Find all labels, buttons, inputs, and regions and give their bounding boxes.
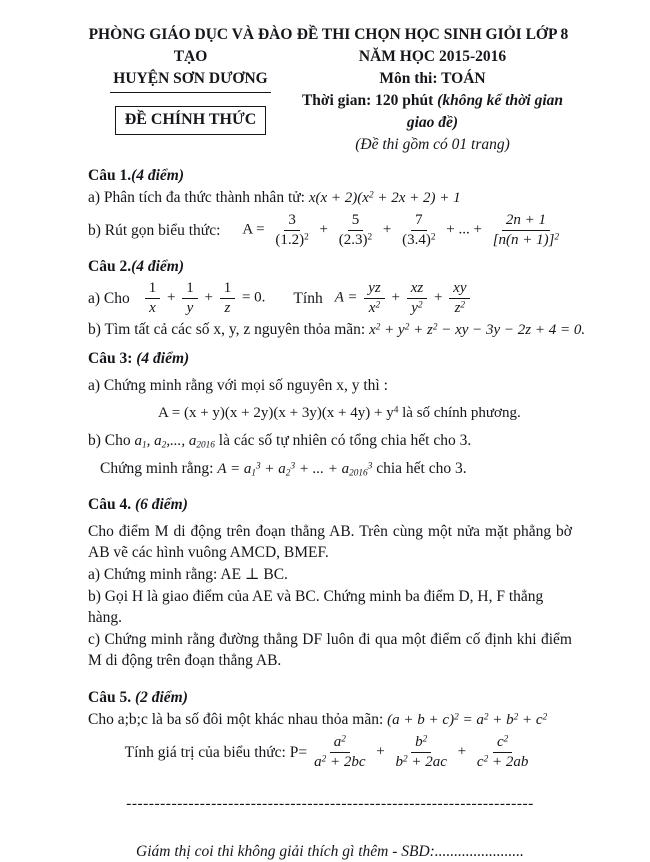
cau5-line1-pre: Cho a;b;c là ba số đôi một khác nhau thỏa mãn: (88, 711, 388, 728)
cau1-a-label: a) Phân tích đa thức thành nhân tử: (88, 189, 309, 206)
exam-title: ĐỀ THI CHỌN HỌC SINH GIỎI LỚP 8 (296, 26, 569, 43)
cau1-heading (88, 165, 572, 186)
cau3-a-label: a) Chứng minh rằng với mọi số nguyên x, y thì : (88, 377, 388, 394)
question-points: (4 điểm) (136, 350, 190, 367)
cau4-part-a: a) Chứng minh rằng: AE ⊥ BC. (88, 566, 288, 583)
cau3-b-post: là các số tự nhiên có tổng chia hết cho 3. (214, 432, 472, 449)
cau3-b-conclusion (88, 458, 572, 480)
section-cau-2 (88, 256, 586, 341)
pages-note: (Đề thi gồm có 01 trang) (355, 136, 510, 153)
cau2-part-a (88, 279, 572, 317)
cau3-b-sequence: $a_1$, $a_2$,..., $a_{2016}$ (134, 433, 215, 451)
cau5-task-expression: $\frac{a^2}{a^2 + 2bc}$ + $\frac{b^2}{b^2 + 2ac}$ + $\frac{c^2}{c^2 + 2ab}$ (314, 733, 529, 770)
cau3-a-expression: $A = (x + y)(x + 2y)(x + 3y)(x + 4y) + y^4$ là số chính phương. (158, 405, 521, 421)
question-number: Câu 1. (88, 167, 132, 184)
question-points: (2 điểm) (134, 689, 188, 706)
cau3-b2-pre: Chứng minh rằng: (100, 460, 218, 477)
cau5-heading (88, 687, 572, 708)
cau5-condition (88, 709, 572, 731)
subject-line: Môn thi: TOÁN (379, 70, 486, 87)
question-points: (4 điểm) (131, 258, 185, 275)
cau1-b-label: b) Rút gọn biểu thức: (88, 221, 221, 239)
department-line2-wrap (88, 68, 293, 93)
department-line1: PHÒNG GIÁO DỤC VÀ ĐÀO TẠO (88, 26, 293, 65)
cau2-b-label: b) Tìm tất cả các số x, y, z nguyên thỏa mãn: (88, 321, 370, 338)
question-number: Câu 3: (88, 350, 137, 367)
cau2-a-condition: $\frac{1}{x}$ + $\frac{1}{y}$ + $\frac{1}{z}$ = 0. (142, 280, 266, 317)
duration-line (293, 90, 572, 134)
cau1-a-expression: $x(x + 2)(x^2 + 2x + 2) + 1$ (308, 190, 461, 206)
question-points: (6 điểm) (134, 496, 188, 513)
cau2-part-b (88, 319, 586, 341)
cau3-heading (88, 348, 572, 369)
document-header (88, 24, 572, 156)
duration-note: (không kể thời gian giao đề) (406, 92, 564, 131)
section-cau-1 (88, 165, 572, 249)
stamp-wrap (88, 106, 293, 135)
cau4-part-b: b) Gọi H là giao điểm của AE và BC. Chứng minh ba điểm D, H, F thẳng hàng. (88, 588, 544, 626)
section-cau-5 (88, 687, 572, 771)
cau2-b-expression: $x^2 + y^2 + z^2$ − xy − 3y − 2z + 4 = 0. (369, 322, 586, 338)
cau2-a-label: a) Cho (88, 289, 130, 307)
cau3-b2-expression: $A = a_1^3 + a_2^3$ + ... + $a_{2016}^3$ (217, 461, 373, 479)
cau4-statement: Cho điểm M di động trên đoạn thẳng AB. Trên cùng một nửa mặt phẳng bờ AB vẽ các hình vuông AMCD, BMEF. (88, 523, 572, 561)
cau1-part-b (88, 211, 572, 249)
cau2-heading (88, 256, 572, 277)
issuing-department-block (88, 24, 293, 156)
exam-title-block (293, 24, 572, 156)
proctor-note: Giám thị coi thi không giải thích gì thêm - SBD:....................... (136, 843, 524, 860)
question-number: Câu 2. (88, 258, 132, 275)
cau1-part-a (88, 187, 572, 209)
cau3-b2-post: chia hết cho 3. (372, 460, 467, 477)
cau5-condition-expression: $(a + b + c)^2 = a^2 + b^2 + c^2$ (387, 712, 548, 728)
section-cau-3 (88, 348, 572, 480)
cau2-a-mid-label: Tính (293, 289, 323, 307)
cau3-a-statement (88, 402, 572, 424)
cau4-heading (88, 494, 572, 515)
question-points: (4 điểm) (131, 167, 185, 184)
cau5-task (88, 733, 572, 771)
cau4-part-c: c) Chứng minh rằng đường thẳng DF luôn đi qua một điểm cố định khi điểm M di động trên đoạn thẳng AB. (88, 631, 572, 669)
official-exam-stamp: ĐỀ CHÍNH THỨC (115, 106, 267, 135)
question-number: Câu 5. (88, 689, 135, 706)
cau3-part-a (88, 375, 572, 396)
school-year: NĂM HỌC 2015-2016 (358, 48, 507, 65)
department-line2: HUYỆN SƠN DƯƠNG (110, 68, 270, 93)
end-divider: ------------------------------------------------------------------------ (126, 795, 534, 812)
cau5-line2-pre: Tính giá trị của biểu thức: P= (124, 743, 308, 761)
cau3-part-b (88, 430, 572, 452)
question-number: Câu 4. (88, 496, 135, 513)
duration-bold: Thời gian: 120 phút (301, 92, 438, 109)
cau3-b-pre: b) Cho (88, 432, 135, 449)
section-cau-4 (88, 494, 572, 671)
cau1-b-expression: A = $\frac{3}{(1.2)^2}$ + $\frac{5}{(2.3)^2}$ + $\frac{7}{(3.4)^2}$ + ... + $\frac{2n + 1}{[n(n + 1)]^2}$ (242, 211, 560, 248)
cau2-a-expression: A = $\frac{yz}{x^2}$ + $\frac{xz}{y^2}$ + $\frac{xy}{z^2}$ (335, 280, 474, 317)
